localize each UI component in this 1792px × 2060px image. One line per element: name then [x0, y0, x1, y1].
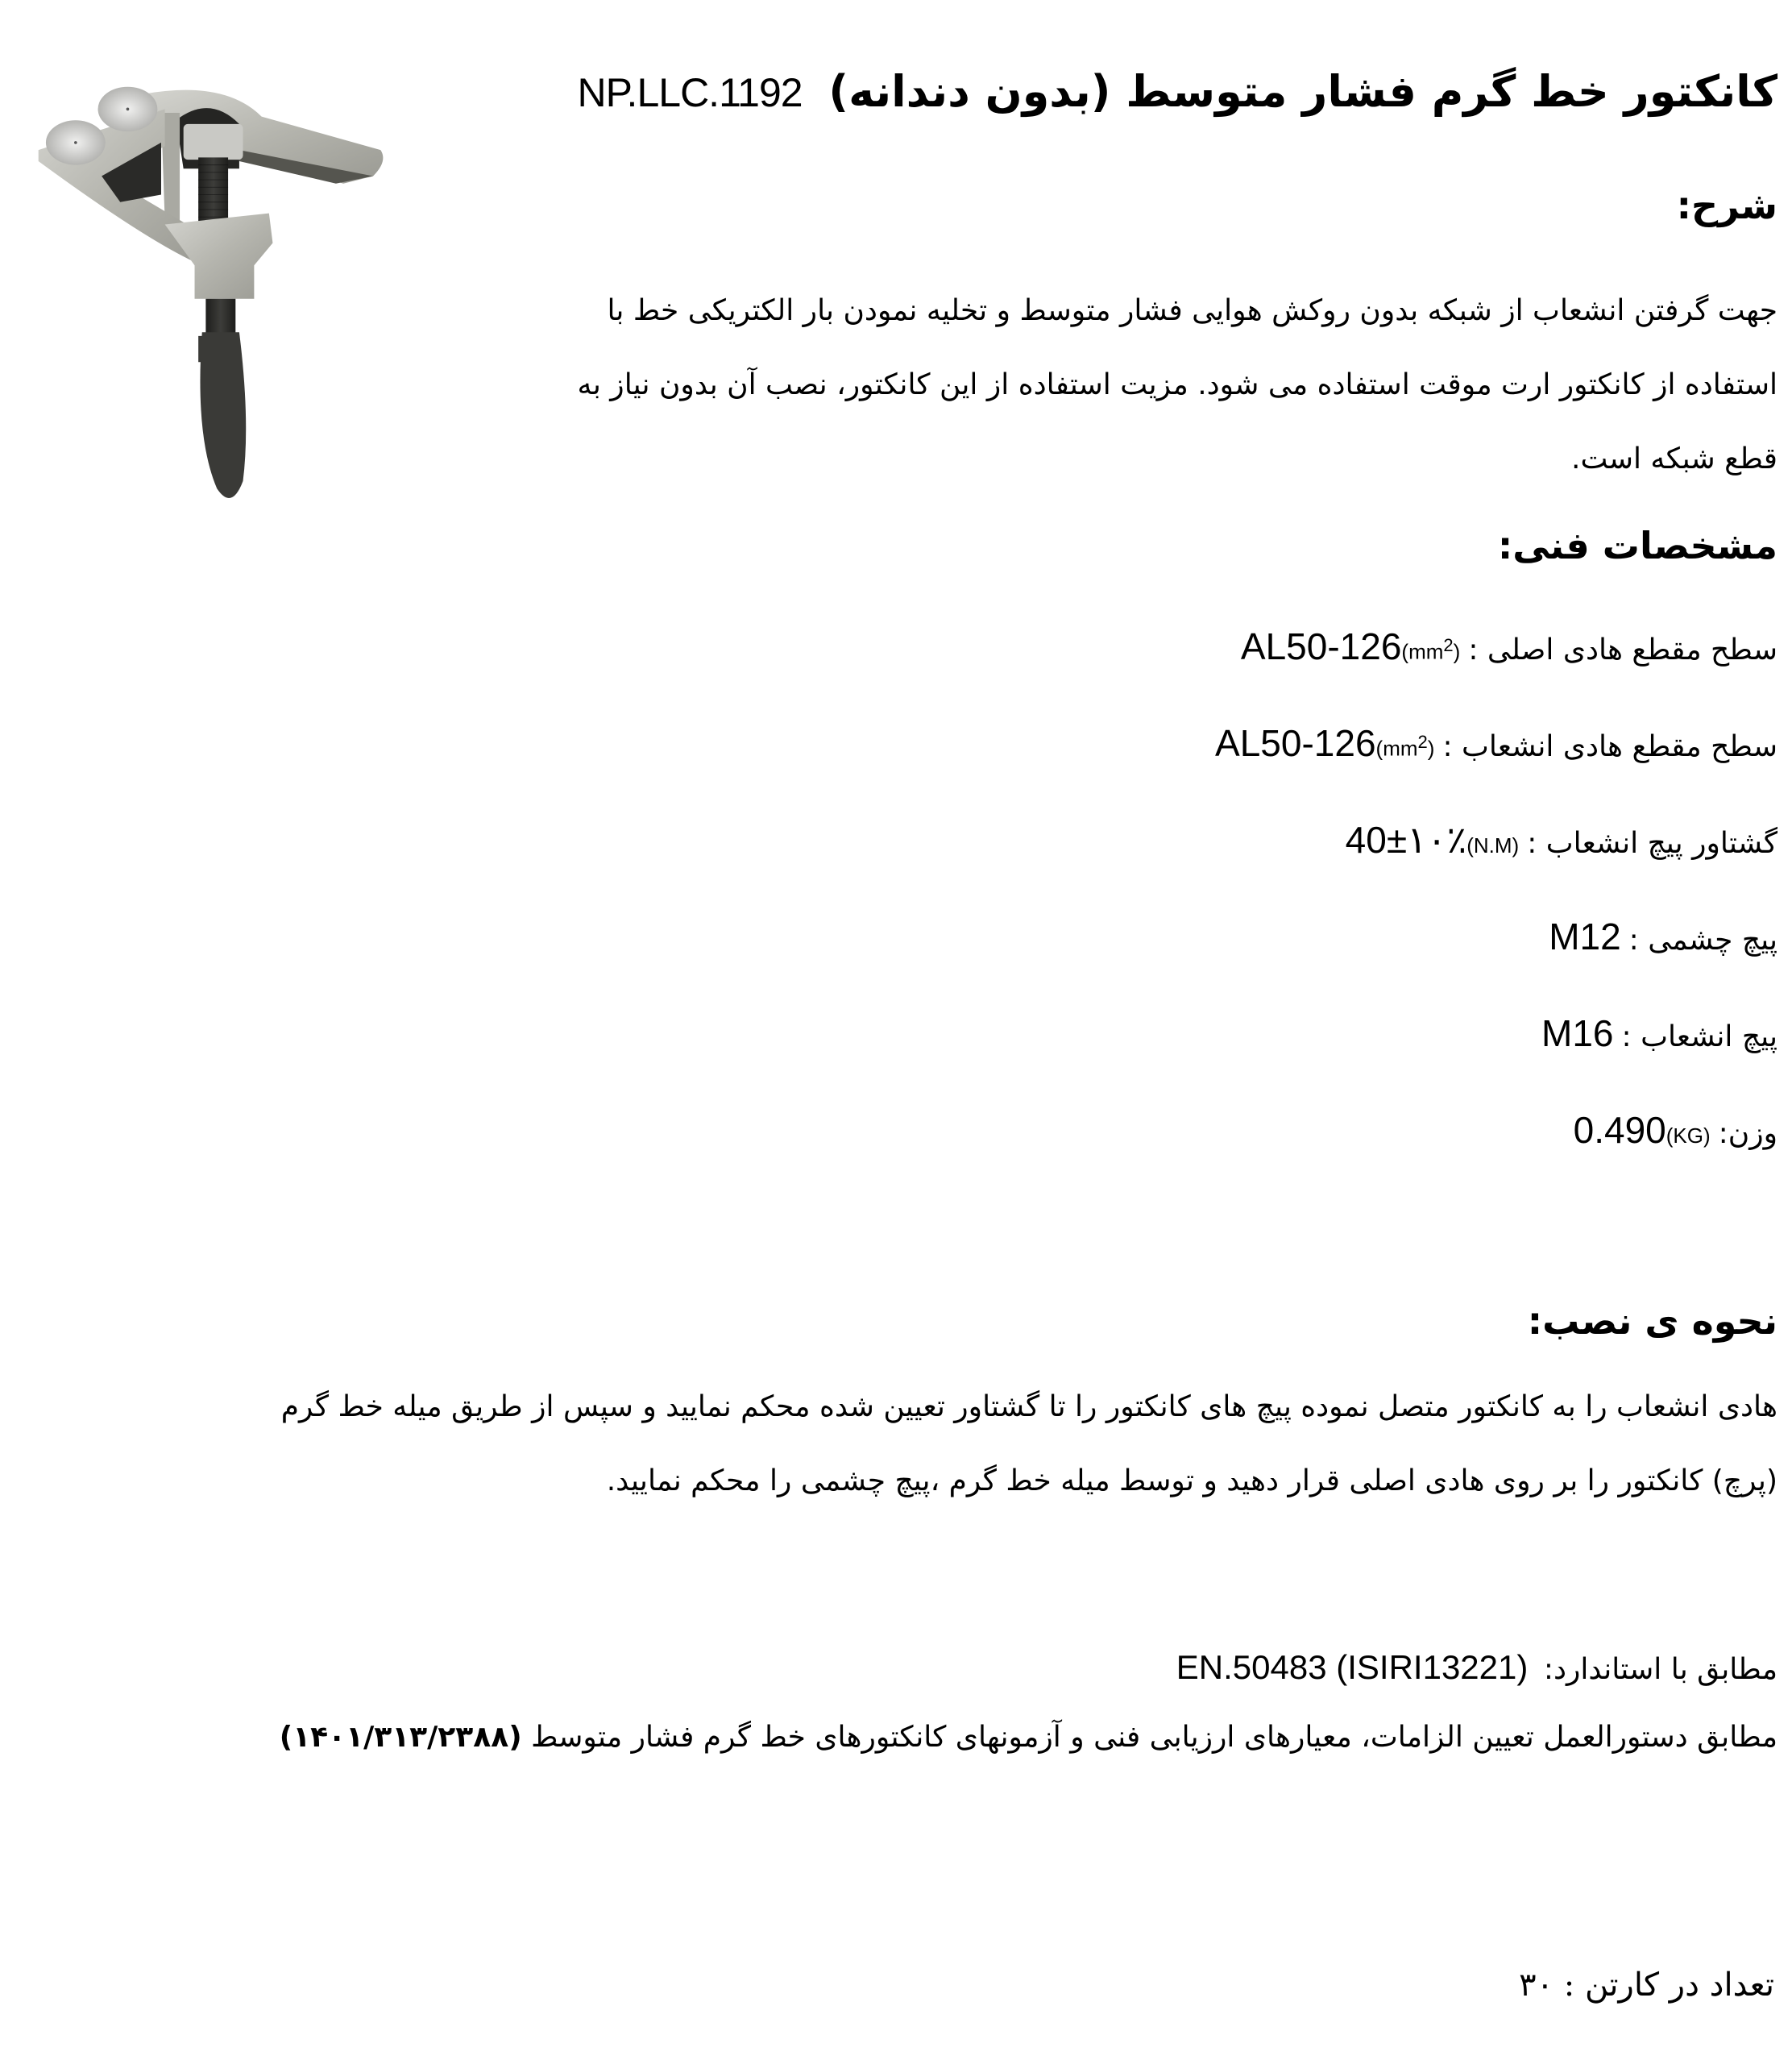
- standard-value: EN.50483 (ISIRI13221): [1176, 1648, 1529, 1686]
- spec-value: 0.490: [1573, 1109, 1666, 1151]
- spec-eye-bolt: [1549, 915, 1777, 958]
- standard-compliance: [1176, 1648, 1777, 1687]
- spec-value: 40±۱۰٪: [1345, 819, 1467, 861]
- spec-unit: (N.M): [1466, 833, 1520, 858]
- spec-value-group: [1215, 721, 1434, 765]
- guideline-label: مطابق دستورالعمل تعیین الزامات، معیارهای ارزیابی فنی و آزمونهای کانکتورهای خط گرم فشار متوسط: [531, 1721, 1777, 1754]
- spec-branch-bolt-torque: [1346, 818, 1777, 862]
- spec-label: سطح مقطع هادی اصلی :: [1468, 633, 1777, 667]
- carton-label: تعداد در کارتن :: [1563, 1967, 1774, 2004]
- standard-label: مطابق با استاندارد:: [1543, 1653, 1777, 1686]
- spec-value-group: [1241, 625, 1460, 668]
- description-line: استفاده از کانکتور ارت موقت استفاده می شود. مزیت استفاده از این کانکتور، نصب آن بدون نیاز به: [577, 368, 1777, 401]
- carton-value: ۳۰: [1519, 1967, 1554, 2004]
- product-image: [16, 48, 403, 661]
- spec-label: سطح مقطع هادی انشعاب :: [1442, 730, 1777, 763]
- description-paragraph: [480, 274, 1777, 496]
- description-heading: شرح:: [1676, 184, 1777, 227]
- carton-quantity: [1519, 1967, 1774, 2004]
- spec-branch-bolt: [1541, 1011, 1777, 1055]
- installation-paragraph: [93, 1370, 1777, 1518]
- installation-line: هادی انشعاب را به کانکتور متصل نموده پیچ های کانکتور را تا گشتاور تعیین شده محکم نمایید و سپس از طریق میله خط گرم: [280, 1390, 1777, 1423]
- spec-label: پیچ چشمی :: [1628, 924, 1777, 957]
- spec-unit: $(mm^2)$: [1375, 732, 1435, 761]
- spec-unit: (KG): [1665, 1123, 1711, 1148]
- description-line: قطع شبکه است.: [1571, 442, 1777, 476]
- description-line: جهت گرفتن انشعاب از شبکه بدون روکش هوایی فشار متوسط و تخلیه نمودن بار الکتریکی خط با: [607, 294, 1777, 327]
- guideline-number: (۱۴۰۱/۳۱۳/۲۳۸۸): [279, 1721, 522, 1754]
- hot-line-clamp-illustration: [16, 48, 403, 661]
- specs-heading: مشخصات فنی:: [1497, 524, 1777, 567]
- guideline-compliance: [280, 1721, 1777, 1754]
- spec-value: M16: [1541, 1012, 1614, 1054]
- spec-value: M12: [1549, 916, 1621, 957]
- spec-value-group: [1574, 1108, 1711, 1152]
- spec-main-conductor-section: [1241, 625, 1777, 668]
- spec-label: گشتاور پیچ انشعاب :: [1527, 827, 1777, 860]
- spec-branch-conductor-section: [1215, 721, 1777, 765]
- product-code: NP.LLC.1192: [577, 70, 803, 115]
- title-text: کانکتور خط گرم فشار متوسط (بدون دندانه): [828, 66, 1777, 117]
- spec-weight: [1574, 1108, 1777, 1152]
- spec-value: AL50-126: [1240, 625, 1402, 667]
- spec-label: وزن:: [1718, 1117, 1777, 1150]
- spec-label: پیچ انشعاب :: [1621, 1020, 1777, 1053]
- spec-value: AL50-126: [1215, 722, 1376, 764]
- installation-line: (پرچ) کانکتور را بر روی هادی اصلی قرار دهید و توسط میله خط گرم ،پیچ چشمی را محکم نمایید.: [606, 1464, 1777, 1497]
- spec-value-group: [1346, 818, 1520, 862]
- spec-unit: $(mm^2)$: [1401, 635, 1461, 664]
- page-title: [578, 66, 1777, 117]
- installation-heading: نحوه ی نصب:: [1527, 1299, 1777, 1343]
